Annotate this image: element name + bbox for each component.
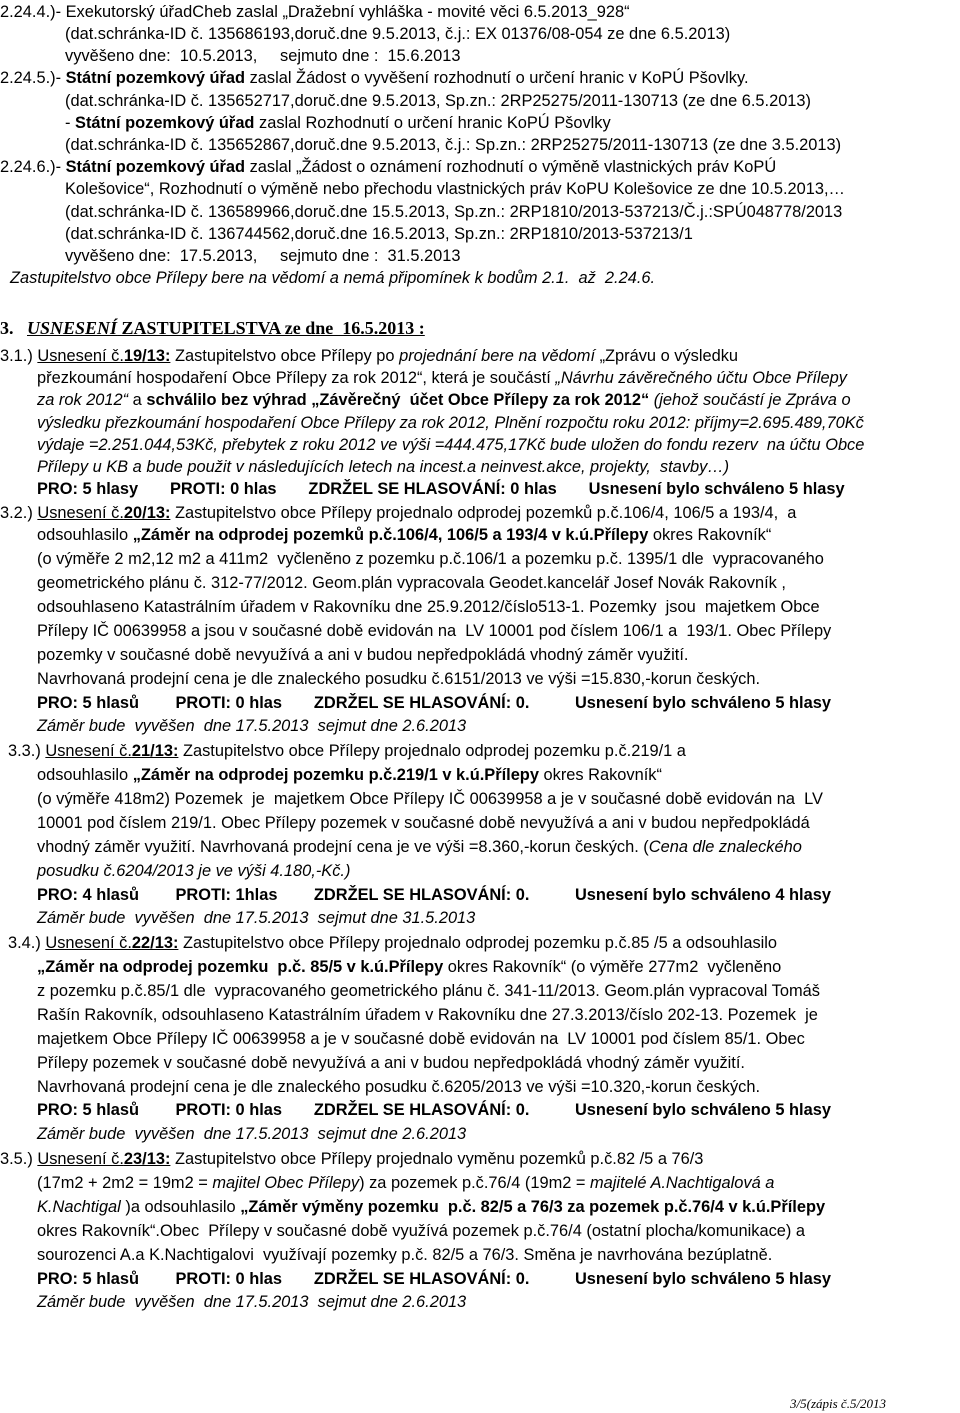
text-run: ZASTUPITELSTVA ze dne 16.5.2013 : [117,318,425,338]
text-line [65,91,811,111]
text-line [37,789,823,809]
text-run: majitel Obec Přílepy [212,1174,360,1192]
text-run: Přílepy IČ 00639958 a jsou v současné době evidován na LV 10001 pod číslem 106/1 a 193/1. Obec Přílepy [37,622,832,640]
text-run: )a odsouhlasilo [120,1198,241,1216]
text-line [37,813,810,833]
text-line [37,1053,745,1073]
text-line [37,573,786,593]
text-run: 3.3.) [8,742,46,760]
text-line [37,413,864,433]
text-run: Zastupitelstvo obce Přílepy projednalo odprodej pozemků p.č.106/4, 106/5 a 193/4, a [170,504,797,522]
text-run: ) za pozemek p.č.76/4 (19m2 = [359,1174,591,1192]
text-line [37,1029,805,1049]
text-line [37,621,831,641]
text-line [37,597,820,617]
text-run: výsledku přezkoumání hospodaření Obce Přílepy za rok 2012, Plnění rozpočtu roku 2012: příjmy=2.695.489,70Kč [37,414,864,432]
text-run: (dat.schránka-ID č. 135652717,doruč.dne 9.5.2013, Sp.zn.: 2RP25275/2011-130713 (ze dne 6.5.2013) [65,92,811,110]
text-run: Zastupitelstvo obce Přílepy projednalo odprodej pozemku p.č.219/1 a [178,742,686,760]
text-run: 2.24.5.)- [0,69,66,87]
text-run: „Záměr na odprodej pozemku p.č. 85/5 v k.ú.Přílepy [37,958,444,976]
text-line [0,2,630,22]
text-line [37,908,475,928]
text-run: 3.1.) [0,347,38,365]
text-run: „Dražební vyhláška - movité věci 6.5.2013_928“ [282,3,630,21]
text-line [0,157,776,177]
text-line [37,457,729,477]
text-run: (dat.schránka-ID č. 135686193,doruč.dne 9.5.2013, č.j.: EX 01376/08-054 ze dne 6.5.2013) [65,25,731,43]
text-run: Státní pozemkový úřad [75,114,255,132]
text-line [37,1124,466,1144]
text-run: Usnesení č. [45,742,132,760]
text-run: majetkem Obce Přílepy IČ 00639958 a je v současné době evidován na LV 10001 pod číslem 85/1. Obec [37,1030,805,1048]
text-run: vyvěšeno dne: 10.5.2013, sejmuto dne : 15.6.2013 [65,47,461,65]
text-line [37,645,688,665]
text-run: 10001 pod číslem 219/1. Obec Přílepy pozemek v současné době nevyužívá a ani v budou nepředpokládá [37,814,810,832]
text-line [37,1005,818,1025]
text-line [65,202,842,222]
text-run: PRO: 5 hlasy PROTI: 0 hlas ZDRŽEL SE HLASOVÁNÍ: 0 hlas Usnesení bylo schváleno 5 hlasy [37,480,845,498]
text-run: „Záměr výměny pozemku p.č. 82/5 a 76/3 za pozemek p.č.76/4 v k.ú.Přílepy [240,1198,826,1216]
text-run: 3.5.) [0,1150,38,1168]
text-line [0,346,738,366]
text-run: 2.24.6.)- [0,158,66,176]
text-run: schválilo bez výhrad „Závěrečný účet Obce Přílepy za rok 2012“ [146,391,650,409]
text-run: Přílepy pozemek v současné době nevyužívá a ani v budou nepředpokládá vhodný záměr využití. [37,1054,745,1072]
text-run: zaslal „Žádost o oznámení rozhodnutí o výměně vlastnických práv KoPÚ [245,158,777,176]
text-run: 3.2.) [0,504,38,522]
text-run: Záměr bude vyvěšen dne 17.5.2013 sejmut dne 2.6.2013 [37,1293,467,1311]
text-run: Kolešovice“, Rozhodnutí o výměně nebo přechodu vlastnických práv KoPU Kolešovice ze dne 10.5.2013,… [65,180,845,198]
text-run: Státní pozemkový úřad [65,69,246,87]
text-run: pozemky v současné době nevyužívá a ani v budou nepředpokládá vhodný záměr využití. [37,646,689,664]
text-run: a [128,391,147,409]
text-run: okres Rakovník“ [648,526,772,544]
text-line [0,503,796,523]
text-line [65,46,460,66]
text-run: Záměr bude vyvěšen dne 17.5.2013 sejmut dne 2.6.2013 [37,1125,467,1143]
text-run: Zastupitelstvo obce Přílepy bere na vědomí a nemá připomínek k bodům 2.1. až 2.24.6. [10,269,656,287]
text-run: přezkoumání hospodaření Obce Přílepy za rok 2012“, která je součástí [37,369,556,387]
text-line [37,957,781,977]
text-run: PRO: 4 hlasů PROTI: 1hlas ZDRŽEL SE HLASOVÁNÍ: 0. Usnesení bylo schváleno 4 hlasy [37,886,831,904]
text-run: 21/13: [131,742,179,760]
text-line [8,933,777,953]
text-run: Cheb zaslal [192,3,283,21]
text-line [65,135,841,155]
text-run: odsouhlasilo [37,766,133,784]
text-run: Přílepy u KB a bude použit v následujících letech na incest.a neinvest.akce, projekty, stavby…) [37,458,730,476]
text-line [37,981,820,1001]
text-line [65,113,611,133]
text-run: geometrického plánu č. 312-77/2012. Geom.plán vypracovala Geodet.kancelář Josef Novák Rakovník , [37,574,786,592]
text-line [37,669,760,689]
text-run: PRO: 5 hlasů PROTI: 0 hlas ZDRŽEL SE HLASOVÁNÍ: 0. Usnesení bylo schváleno 5 hlasy [37,1270,831,1288]
text-run: „Návrhu závěrečného účtu Obce Přílepy [555,369,847,387]
text-run: zaslal Žádost o vyvěšení rozhodnutí o určení hranic v KoPÚ Pšovlky. [245,69,749,87]
text-run: 3. [0,318,27,338]
text-line [37,1245,772,1265]
text-line [37,885,831,905]
page-footer: 3/5(zápis č.5/2013 [790,1396,887,1411]
text-run: Záměr bude vyvěšen dne 17.5.2013 sejmut dne 2.6.2013 [37,717,467,735]
text-run: PRO: 5 hlasů PROTI: 0 hlas ZDRŽEL SE HLASOVÁNÍ: 0. Usnesení bylo schváleno 5 hlasy [37,694,831,712]
text-run: Usnesení č. [37,347,124,365]
text-run: Usnesení č. [37,504,124,522]
text-run: (dat.schránka-ID č. 136589966,doruč.dne 15.5.2013, Sp.zn.: 2RP1810/2013-537213/Č.j.:SPÚ048778/2013 [65,203,843,221]
text-run: „Zprávu o výsledku [595,347,739,365]
text-run: Rašín Rakovník, odsouhlaseno Katastrálním úřadem v Rakovníku dne 27.3.2013/číslo 202-13. Pozemek je [37,1006,818,1024]
text-run: okres Rakovník“ [538,766,662,784]
text-line [37,1100,831,1120]
text-run: Státní pozemkový úřad [65,158,246,176]
text-run: PRO: 5 hlasů PROTI: 0 hlas ZDRŽEL SE HLASOVÁNÍ: 0. Usnesení bylo schváleno 5 hlasy [37,1101,831,1119]
text-run: Zastupitelstvo obce Přílepy projednalo vyměnu pozemků p.č.82 /5 a 76/3 [170,1150,704,1168]
text-line [37,549,824,569]
text-run: 2.24.4.)- [0,3,66,21]
text-run: 20/13: [123,504,171,522]
text-line [0,1149,703,1169]
text-line [65,24,730,44]
text-line [37,765,662,785]
text-line [65,224,693,244]
text-line [37,693,831,713]
text-run: Usnesení č. [45,934,132,952]
text-line [37,435,864,455]
text-run: Exekutorský úřad [65,3,193,21]
text-run: „Záměr na odprodej pozemků p.č.106/4, 106/5 a 193/4 v k.ú.Přílepy [132,526,649,544]
text-line [37,390,851,410]
text-run: (17m2 + 2m2 = 19m2 = [37,1174,213,1192]
text-line [0,318,425,338]
text-run: 22/13: [131,934,179,952]
text-line [37,837,802,857]
text-run: Usnesení č. [37,1150,124,1168]
text-line [37,716,466,736]
text-run: 23/13: [123,1150,171,1168]
text-run: (o výměře 418m2) Pozemek je majetkem Obce Přílepy IČ 00639958 a je v současné době evidován na LV [37,790,823,808]
text-run: Zastupitelstvo obce Přílepy projednalo odprodej pozemku p.č.85 /5 a odsouhlasilo [178,934,778,952]
text-run: Záměr bude vyvěšen dne 17.5.2013 sejmut dne 31.5.2013 [37,909,476,927]
text-run: odsouhlaseno Katastrálním úřadem v Rakovníku dne 25.9.2012/číslo513-1. Pozemky jsou majetkem Obce [37,598,820,616]
text-run: Navrhovaná prodejní cena je dle znaleckého posudku č.6151/2013 ve výši =15.830,-korun českých. [37,670,761,688]
text-run: K.Nachtigal [37,1198,121,1216]
text-run: Navrhovaná prodejní cena je dle znaleckého posudku č.6205/2013 ve výši =10.320,-korun českých. [37,1078,761,1096]
text-run: vhodný záměr využití. Navrhovaná prodejní cena je ve výši =8.360,-korun českých. ( [37,838,649,856]
text-run: (dat.schránka-ID č. 135652867,doruč.dne 9.5.2013, č.j.: Sp.zn.: 2RP25275/2011-130713 (ze dne 3.5.2013) [65,136,842,154]
text-run: výdaje =2.251.044,53Kč, přebytek z roku 2012 ve výši =444.475,17Kč bude uložen do fondu rezerv na účtu Obce [37,436,865,454]
text-run: posudku č.6204/2013 je ve výši 4.180,-Kč.) [37,862,351,880]
text-run: sourozenci A.a K.Nachtigalovi využívají pozemky p.č. 82/5 a 76/3. Směna je navrhována bezúplatně. [37,1246,773,1264]
text-line [37,1221,805,1241]
text-line [8,741,686,761]
text-run: zaslal Rozhodnutí o určení hranic KoPÚ Pšovlky [254,114,611,132]
text-run: majitelé A.Nachtigalová a [590,1174,775,1192]
text-line [37,1077,760,1097]
text-run: 19/13: [123,347,171,365]
text-line [37,1269,831,1289]
text-run: USNESENÍ [27,318,118,338]
text-line [65,179,845,199]
text-line [37,479,845,499]
text-run: Cena dle znaleckého [648,838,802,856]
text-run: okres Rakovník“ (o výměře 277m2 vyčleněno [443,958,782,976]
text-run: „Záměr na odprodej pozemku p.č.219/1 v k.ú.Přílepy [132,766,539,784]
text-run: projednání bere na vědomí [399,347,596,365]
text-run: vyvěšeno dne: 17.5.2013, sejmuto dne : 31.5.2013 [65,247,461,265]
text-line [10,268,655,288]
text-run: okres Rakovník“.Obec Přílepy v současné době využívá pozemek p.č.76/4 (ostatní plocha/komunikace) a [37,1222,806,1240]
text-line [37,1197,825,1217]
text-run: (dat.schránka-ID č. 136744562,doruč.dne 16.5.2013, Sp.zn.: 2RP1810/2013-537213/1 [65,225,693,243]
text-run: (jehož součástí je Zpráva o [649,391,851,409]
text-line [0,68,749,88]
text-line [37,861,350,881]
text-line [37,525,771,545]
text-line [37,1292,466,1312]
text-run: - [65,114,76,132]
text-line [65,246,460,266]
text-line [37,1173,774,1193]
text-run: z pozemku p.č.85/1 dle vypracovaného geometrického plánu č. 341-11/2013. Geom.plán vypracoval Tomáš [37,982,820,1000]
text-run: odsouhlasilo [37,526,133,544]
text-run: Zastupitelstvo obce Přílepy po [170,347,400,365]
text-run: (o výměře 2 m2,12 m2 a 411m2 vyčleněno z pozemku p.č.106/1 a pozemku p.č. 1395/1 dle vypracovaného [37,550,824,568]
text-run: 3.4.) [8,934,46,952]
text-line [37,368,847,388]
text-run: za rok 2012“ [37,391,129,409]
